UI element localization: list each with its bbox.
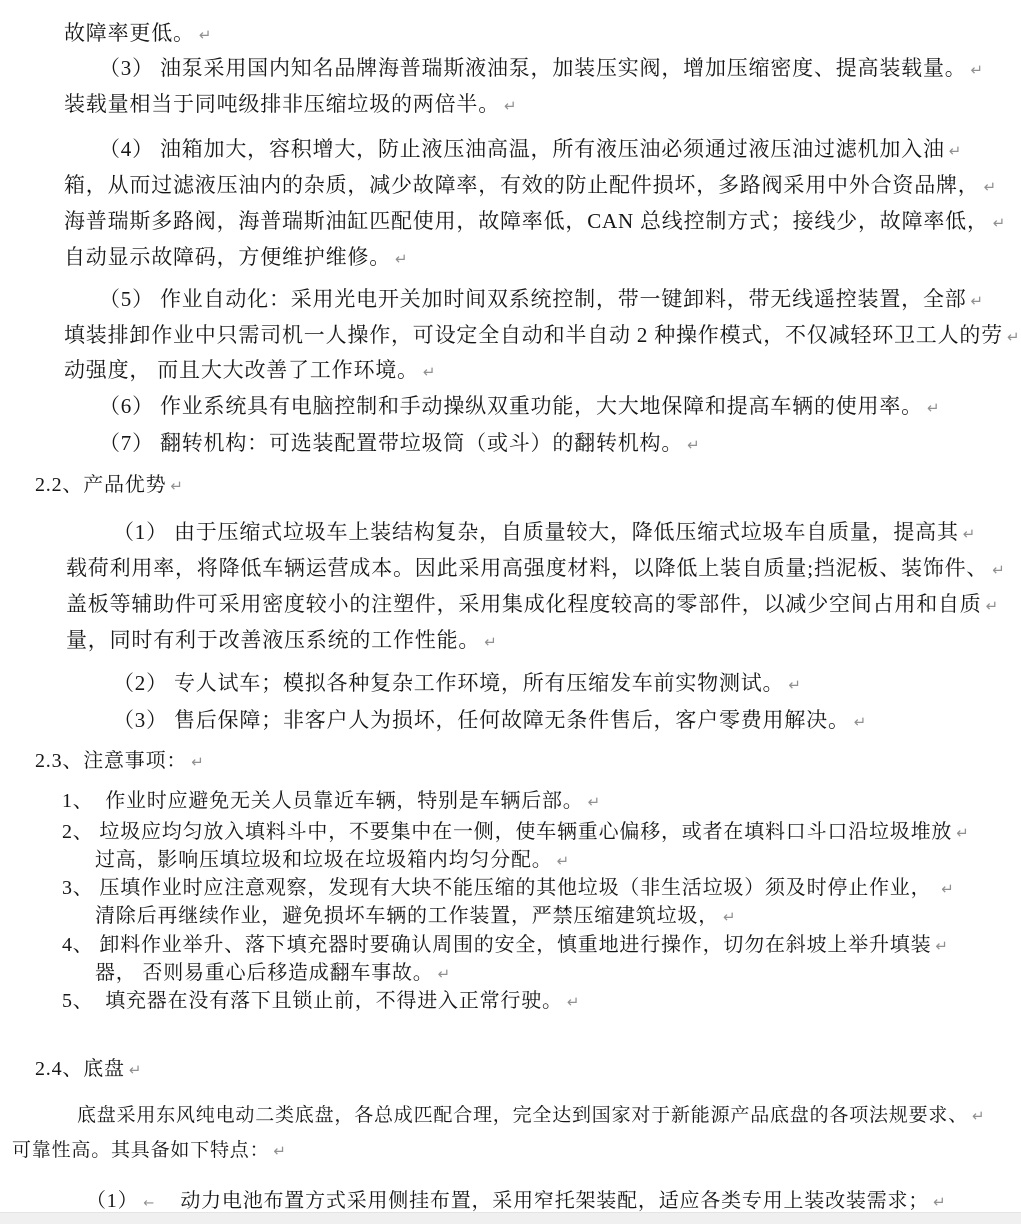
paragraph-mark-icon: ↵ [935,937,948,955]
paragraph-line: 载荷利用率，将降低车辆运营成本。因此采用高强度材料，以降低上装自质量;挡泥板、装饰件、 ↵ [66,556,1005,580]
paragraph-line: （4） 油箱加大，容积增大，防止液压油高温，所有液压油必须通过液压油过滤机加入油 ↵ [99,137,962,161]
paragraph-mark-icon: ↵ [566,993,580,1011]
page-edge-strip [0,1212,1021,1224]
list-item-line: 清除后再继续作业，避免损坏车辆的工作装置，严禁压缩建筑垃圾， ↵ [95,905,736,927]
paragraph-mark-icon: ↵ [395,250,408,268]
paragraph-mark-icon: ↵ [198,26,212,44]
paragraph-line: 装载量相当于同吨级排非压缩垃圾的两倍半。 ↵ [64,92,517,116]
paragraph-line: 底盘采用东风纯电动二类底盘，各总成匹配合理，完全达到国家对于新能源产品底盘的各项法规要求、 ↵ [77,1105,985,1126]
paragraph-line: 填装排卸作业中只需司机一人操作，可设定全自动和半自动 2 种操作模式，不仅减轻环卫工人的劳 ↵ [64,323,1020,347]
paragraph-mark-icon: ↵ [422,363,436,381]
paragraph-line: 可靠性高。其具备如下特点： ↵ [12,1140,286,1161]
paragraph-mark-icon: ↵ [853,713,867,731]
paragraph-mark-icon: ↵ [941,880,954,898]
paragraph-line: （3） 油泵采用国内知名品牌海普瑞斯液油泵，加装压实阀，增加压缩密度、提高装载量。 ↵ [99,56,984,80]
paragraph-line: （6） 作业系统具有电脑控制和手动操纵双重功能，大大地保障和提高车辆的使用率。 ↵ [99,394,940,418]
list-item-line: 2、 垃圾应均匀放入填料斗中，不要集中在一侧，使车辆重心偏移，或者在填料口斗口沿垃圾堆放 ↵ [62,821,969,843]
paragraph-mark-icon: ↵ [687,436,700,454]
paragraph-line: （7） 翻转机构：可选装配置带垃圾筒（或斗）的翻转机构。 ↵ [99,431,700,455]
paragraph-line: （3） 售后保障；非客户人为损坏，任何故障无条件售后，客户零费用解决。 ↵ [113,708,867,732]
paragraph-line: 盖板等辅助件可采用密度较小的注塑件，采用集成化程度较高的零部件，以减少空间占用和自质 ↵ [66,592,999,616]
paragraph-mark-icon: ↵ [273,1142,286,1160]
list-item-line: 1、 作业时应避免无关人员靠近车辆，特别是车辆后部。 ↵ [62,790,601,812]
list-item-line: 3、 压填作业时应注意观察，发现有大块不能压缩的其他垃圾（非生活垃圾）须及时停止作业， ↵ [62,877,954,899]
paragraph-line: 动强度， 而且大大改善了工作环境。 ↵ [64,358,436,382]
paragraph-mark-icon: ↵ [962,525,976,543]
list-item-line: 器， 否则易重心后移造成翻车事故。 ↵ [95,962,451,984]
paragraph-mark-icon: ↵ [1007,328,1020,346]
paragraph-mark-icon: ↵ [956,824,969,842]
paragraph-line: 量，同时有利于改善液压系统的工作性能。 ↵ [66,628,497,652]
paragraph-mark-icon: ↵ [437,965,451,983]
paragraph-mark-icon: ↵ [587,793,601,811]
paragraph-line: 故障率更低。 ↵ [64,21,212,45]
paragraph-mark-icon: ↵ [191,753,204,771]
paragraph-line: （5） 作业自动化：采用光电开关加时间双系统控制，带一键卸料，带无线遥控装置，全部 ↵ [99,287,984,311]
list-item-line: 过高，影响压填垃圾和垃圾在垃圾箱内均匀分配。 ↵ [95,849,570,871]
paragraph-line: 海普瑞斯多路阀，海普瑞斯油缸匹配使用，故障率低，CAN 总线控制方式；接线少，故障率低， ↵ [64,209,1006,233]
tab-mark-icon: ← [143,1196,155,1211]
paragraph-line: （1） 由于压缩式垃圾车上装结构复杂，自质量较大，降低压缩式垃圾车自质量，提高其 ↵ [113,520,976,544]
paragraph-mark-icon: ↵ [788,676,801,694]
list-item-line: 4、 卸料作业举升、落下填充器时要确认周围的安全，慎重地进行操作，切勿在斜坡上举升填装 ↵ [62,934,948,956]
paragraph-mark-icon: ↵ [926,399,940,417]
paragraph-mark-icon: ↵ [948,142,962,160]
paragraph-mark-icon: ↵ [992,561,1005,579]
section-heading-2-3: 2.3、注意事项： ↵ [35,750,204,772]
paragraph-mark-icon: ↵ [170,477,183,495]
paragraph-mark-icon: ↵ [933,1193,946,1211]
paragraph-mark-icon: ↵ [983,178,997,196]
paragraph-mark-icon: ↵ [972,1107,985,1125]
numbered-item-line: （1） ← 动力电池布置方式采用侧挂布置，采用窄托架装配，适应各类专用上装改装需求； ↵ [86,1190,946,1212]
section-heading-2-4: 2.4、底盘 ↵ [35,1058,142,1080]
paragraph-mark-icon: ↵ [723,908,736,926]
list-item-line: 5、 填充器在没有落下且锁止前，不得进入正常行驶。 ↵ [62,990,580,1012]
paragraph-mark-icon: ↵ [128,1061,142,1079]
paragraph-mark-icon: ↵ [985,597,999,615]
paragraph-line: （2） 专人试车；模拟各种复杂工作环境，所有压缩发车前实物测试。 ↵ [113,671,801,695]
paragraph-line: 箱，从而过滤液压油内的杂质，减少故障率，有效的防止配件损坏，多路阀采用中外合资品牌， ↵ [64,173,997,197]
paragraph-mark-icon: ↵ [484,633,497,651]
paragraph-line: 自动显示故障码，方便维护维修。 ↵ [64,245,408,269]
paragraph-mark-icon: ↵ [992,214,1006,232]
paragraph-mark-icon: ↵ [970,61,984,79]
section-heading-2-2: 2.2、产品优势 ↵ [35,474,183,496]
paragraph-mark-icon: ↵ [504,97,517,115]
paragraph-mark-icon: ↵ [556,852,570,870]
paragraph-mark-icon: ↵ [970,292,984,310]
